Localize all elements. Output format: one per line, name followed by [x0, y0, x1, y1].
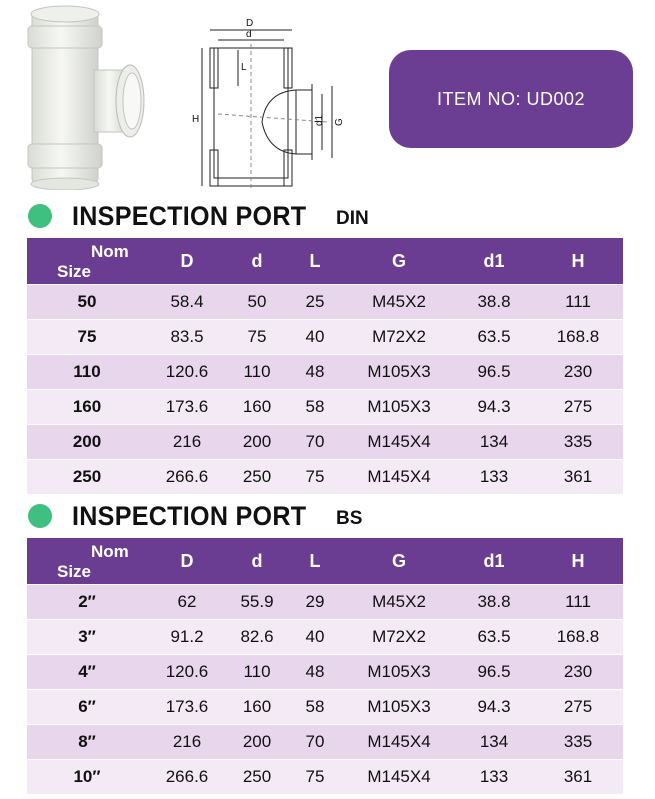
cell-d: 50 — [227, 285, 287, 320]
green-dot-icon — [28, 204, 52, 228]
cell-D: 91.2 — [147, 620, 227, 655]
cell-d1: 38.8 — [455, 585, 533, 620]
cell-H: 335 — [533, 425, 623, 460]
cell-L: 70 — [287, 725, 343, 760]
cell-G: M145X4 — [343, 760, 455, 795]
header-G: G — [343, 538, 455, 585]
cell-size: 6″ — [27, 690, 147, 725]
cell-d1: 134 — [455, 425, 533, 460]
cell-D: 58.4 — [147, 285, 227, 320]
cell-size: 10″ — [27, 760, 147, 795]
table-row — [27, 285, 623, 320]
cell-d1: 63.5 — [455, 320, 533, 355]
table-row — [27, 655, 623, 690]
cell-L: 70 — [287, 425, 343, 460]
section-heading-bs — [28, 499, 362, 533]
cell-D: 173.6 — [147, 390, 227, 425]
cell-d1: 133 — [455, 760, 533, 795]
table-row — [27, 725, 623, 760]
cell-d: 160 — [227, 390, 287, 425]
section-subtitle: DIN — [336, 208, 369, 229]
cell-d: 200 — [227, 725, 287, 760]
header-d: d — [227, 238, 287, 285]
cell-d1: 96.5 — [455, 355, 533, 390]
cell-L: 25 — [287, 285, 343, 320]
cell-d1: 133 — [455, 460, 533, 495]
cell-H: 361 — [533, 460, 623, 495]
header-H: H — [533, 238, 623, 285]
table-row — [27, 460, 623, 495]
table-row — [27, 390, 623, 425]
cell-L: 58 — [287, 690, 343, 725]
diagram-label-D: D — [246, 18, 254, 29]
cell-D: 120.6 — [147, 355, 227, 390]
cell-D: 266.6 — [147, 760, 227, 795]
cell-d1: 94.3 — [455, 690, 533, 725]
din-table — [27, 238, 623, 494]
cell-D: 216 — [147, 425, 227, 460]
table-row — [27, 425, 623, 460]
cell-G: M105X3 — [343, 390, 455, 425]
cell-D: 120.6 — [147, 655, 227, 690]
cell-H: 230 — [533, 355, 623, 390]
cell-G: M45X2 — [343, 585, 455, 620]
cell-size: 3″ — [27, 620, 147, 655]
header-G: G — [343, 238, 455, 285]
table-row — [27, 760, 623, 795]
cell-d1: 94.3 — [455, 390, 533, 425]
table-row — [27, 585, 623, 620]
table-row — [27, 320, 623, 355]
header-D: D — [147, 238, 227, 285]
diagram-label-d: d — [246, 29, 252, 40]
header-d1: d1 — [455, 238, 533, 285]
table-row — [27, 690, 623, 725]
header-H: H — [533, 538, 623, 585]
cell-d: 160 — [227, 690, 287, 725]
section-heading-din — [28, 199, 369, 233]
cell-L: 75 — [287, 760, 343, 795]
cell-D: 83.5 — [147, 320, 227, 355]
item-number-text: ITEM NO: UD002 — [436, 88, 586, 109]
table-header-row — [27, 538, 623, 585]
cell-H: 111 — [533, 585, 623, 620]
cell-L: 75 — [287, 460, 343, 495]
cell-size: 160 — [27, 390, 147, 425]
section-title: INSPECTION PORT — [72, 500, 307, 531]
cell-G: M145X4 — [343, 725, 455, 760]
cell-size: 2″ — [27, 585, 147, 620]
cell-d1: 96.5 — [455, 655, 533, 690]
diagram-label-d1: d1 — [314, 114, 325, 126]
cell-d1: 38.8 — [455, 285, 533, 320]
cell-G: M145X4 — [343, 425, 455, 460]
cell-H: 335 — [533, 725, 623, 760]
cell-L: 58 — [287, 390, 343, 425]
cell-size: 50 — [27, 285, 147, 320]
section-title: INSPECTION PORT — [72, 200, 307, 231]
cell-size: 4″ — [27, 655, 147, 690]
cell-L: 40 — [287, 620, 343, 655]
cell-H: 168.8 — [533, 620, 623, 655]
cell-d1: 134 — [455, 725, 533, 760]
cell-d: 250 — [227, 460, 287, 495]
cell-L: 29 — [287, 585, 343, 620]
cell-size: 200 — [27, 425, 147, 460]
header-L: L — [287, 538, 343, 585]
cell-G: M72X2 — [343, 320, 455, 355]
cell-H: 275 — [533, 390, 623, 425]
cell-L: 40 — [287, 320, 343, 355]
header-nom-size: Nom Size — [27, 538, 147, 585]
cell-D: 173.6 — [147, 690, 227, 725]
cell-size: 8″ — [27, 725, 147, 760]
diagram-label-H: H — [192, 114, 200, 125]
cell-G: M105X3 — [343, 655, 455, 690]
section-subtitle: BS — [336, 508, 363, 529]
bs-table — [27, 538, 623, 794]
cell-size: 110 — [27, 355, 147, 390]
cell-D: 216 — [147, 725, 227, 760]
cell-size: 75 — [27, 320, 147, 355]
item-number-badge — [389, 50, 633, 148]
cell-L: 48 — [287, 655, 343, 690]
cell-H: 275 — [533, 690, 623, 725]
table-header-row — [27, 238, 623, 285]
cell-d: 200 — [227, 425, 287, 460]
cell-G: M105X3 — [343, 690, 455, 725]
cell-d: 55.9 — [227, 585, 287, 620]
cell-d: 110 — [227, 655, 287, 690]
cell-G: M145X4 — [343, 460, 455, 495]
cell-d: 75 — [227, 320, 287, 355]
header-d: d — [227, 538, 287, 585]
diagram-label-L: L — [241, 62, 247, 73]
header-L: L — [287, 238, 343, 285]
cell-d: 110 — [227, 355, 287, 390]
cell-d: 250 — [227, 760, 287, 795]
table-row — [27, 355, 623, 390]
cell-H: 230 — [533, 655, 623, 690]
table-row — [27, 620, 623, 655]
cell-d1: 63.5 — [455, 620, 533, 655]
cell-H: 111 — [533, 285, 623, 320]
cell-L: 48 — [287, 355, 343, 390]
cell-D: 266.6 — [147, 460, 227, 495]
cell-G: M45X2 — [343, 285, 455, 320]
cell-D: 62 — [147, 585, 227, 620]
cell-G: M105X3 — [343, 355, 455, 390]
cell-G: M72X2 — [343, 620, 455, 655]
green-dot-icon — [28, 504, 52, 528]
cell-H: 168.8 — [533, 320, 623, 355]
dimension-diagram — [188, 4, 358, 192]
product-photo — [18, 4, 146, 190]
header-nom-size: Nom Size — [27, 238, 147, 285]
cell-size: 250 — [27, 460, 147, 495]
cell-H: 361 — [533, 760, 623, 795]
header-d1: d1 — [455, 538, 533, 585]
cell-d: 82.6 — [227, 620, 287, 655]
diagram-label-G: G — [334, 118, 345, 126]
header-D: D — [147, 538, 227, 585]
